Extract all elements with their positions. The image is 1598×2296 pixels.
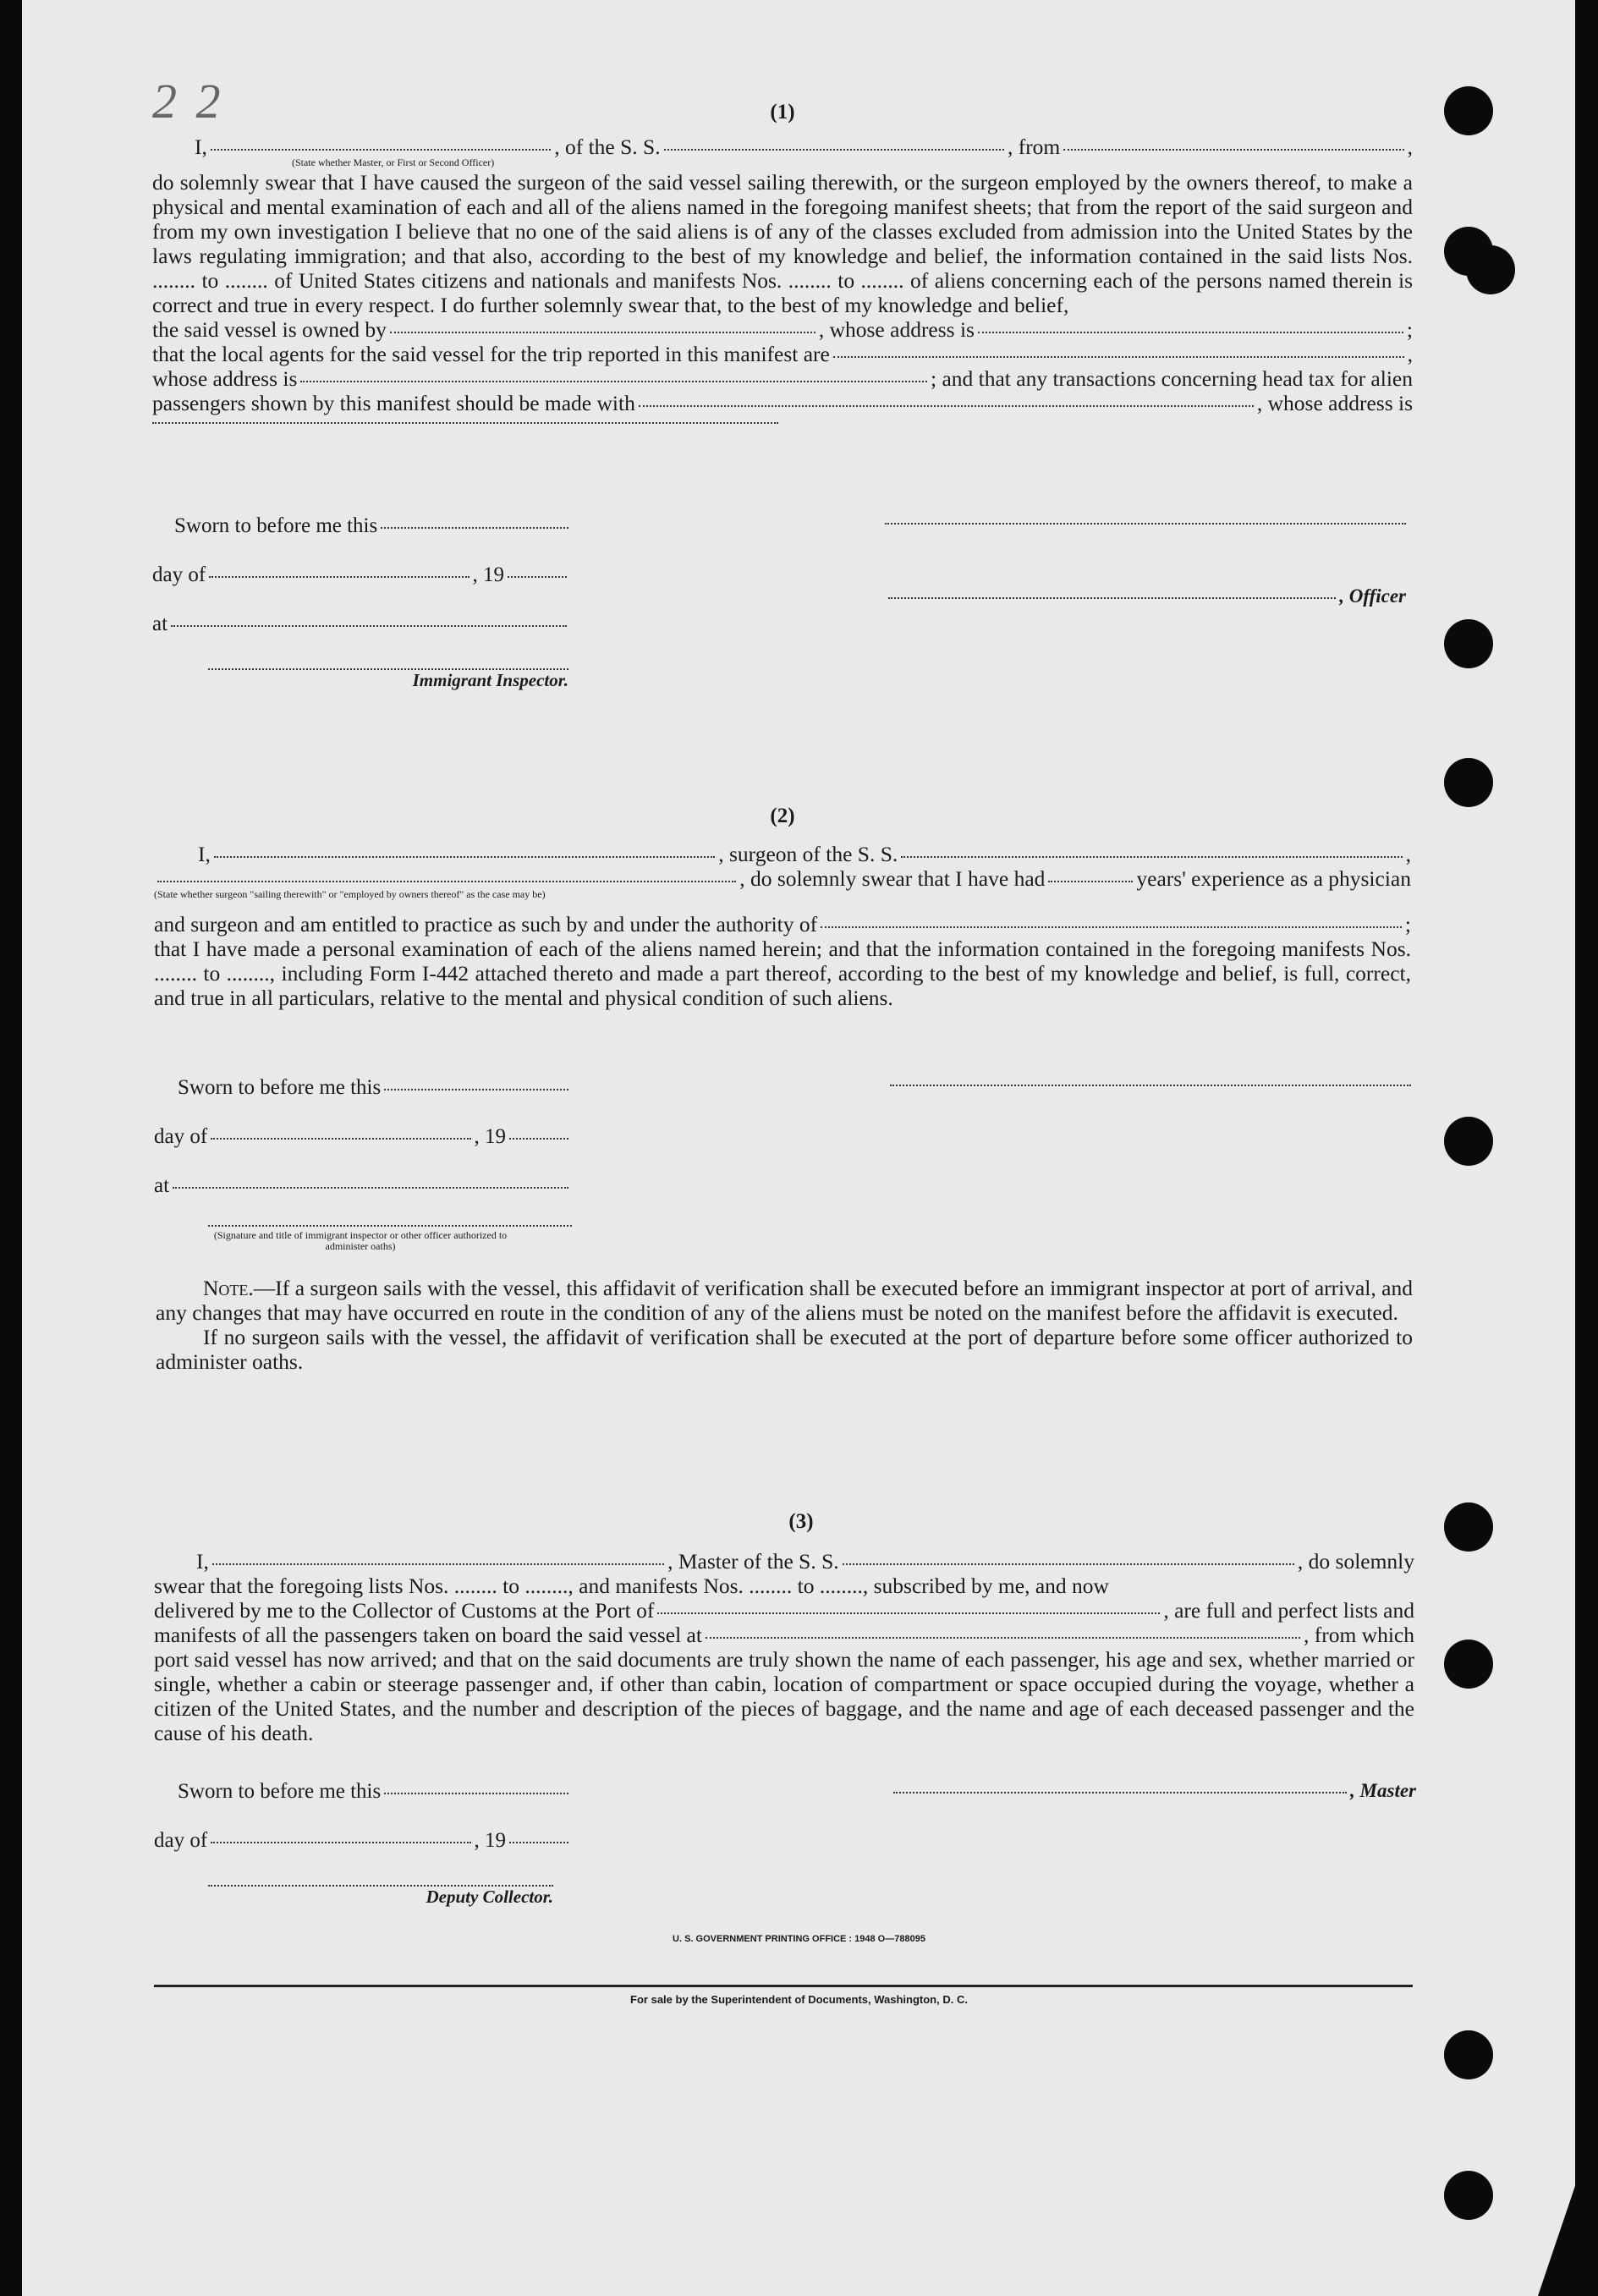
- section-1: [152, 100, 1413, 424]
- divider: [154, 1985, 1413, 1987]
- blank-surgeon[interactable]: [214, 856, 715, 858]
- blank-vessel[interactable]: [901, 856, 1402, 858]
- day-of-line: day of , 19: [154, 1125, 572, 1149]
- section3-line1: I, , Master of the S. S. , do solemnly: [196, 1549, 1415, 1574]
- blank-month[interactable]: [211, 1842, 470, 1843]
- blank-boarding-port[interactable]: [706, 1637, 1300, 1639]
- blank-sworn-date[interactable]: [381, 527, 568, 529]
- blank-head-tax-address[interactable]: [152, 422, 778, 424]
- field-caption: (State whether surgeon "sailing therewith" or "employed by owners thereof" as the case may be): [154, 888, 546, 900]
- handwritten-note: 2 2: [152, 74, 224, 129]
- blank-officer-name[interactable]: [885, 523, 1406, 525]
- note-label: Note.: [203, 1276, 254, 1300]
- blank-year[interactable]: [509, 1842, 568, 1843]
- blank-owner[interactable]: [390, 332, 815, 333]
- blank-years[interactable]: [1048, 881, 1133, 882]
- blank-port[interactable]: [657, 1612, 1160, 1614]
- section-3: [154, 1509, 1414, 1745]
- blank-owner-address[interactable]: [978, 332, 1403, 333]
- blank-authority[interactable]: [821, 926, 1402, 928]
- section-number: (3): [788, 1510, 814, 1533]
- field-caption: (State whether Master, or First or Second Officer): [292, 157, 495, 168]
- sale-notice: For sale by the Superintendent of Documents, Washington, D. C.: [630, 1993, 968, 2006]
- section2-line1: I, , surgeon of the S. S. ,: [198, 842, 1411, 866]
- blank-master[interactable]: [212, 1563, 664, 1565]
- inspector-signature: (Signature and title of immigrant inspector or other officer authorized to administer oaths): [208, 1225, 572, 1252]
- sworn-line: Sworn to before me this: [178, 1780, 572, 1804]
- note-text-2: If no surgeon sails with the vessel, the affidavit of verification shall be executed at the port of departure before some officer authorized to administer oaths.: [156, 1325, 1413, 1374]
- blank-sworn-date[interactable]: [384, 1089, 568, 1090]
- oath-text: port said vessel has now arrived; and that on the said documents are truly shown the name of each passenger, his age and sex, whether married or single, whether a cabin or steerage passenger and, if other than cabin, location of compartment or space occupied during the voyage, whether a citizen of the United States, and the number and description of the pieces of baggage, and the name and age of each deceased passenger and the cause of his death.: [154, 1647, 1414, 1745]
- blank-agent-address[interactable]: [300, 381, 927, 382]
- owned-by-line: the said vessel is owned by , whose address is ;: [152, 317, 1413, 342]
- section-2: [154, 804, 1411, 1010]
- section-number: (2): [770, 805, 795, 827]
- blank-sworn-date[interactable]: [384, 1793, 568, 1794]
- blank-month[interactable]: [209, 576, 469, 578]
- oath-text: do solemnly swear that I have caused the surgeon of the said vessel sailing therewith, or the surgeon employed by the owners thereof, to make a physical and mental examination of each and all of the aliens named in the foregoing manifest sheets; that from the report of the said surgeon and from my own investigation I believe that no one of the said aliens is of any of the classes excluded from admission into the United States by the laws regulating immigration; and that also, according to the best of my knowledge and belief, the information contained in the said lists Nos. ........ to ........ of United States citizens and nationals and manifests Nos. ........ to ........ of aliens concerning each of the persons named therein is correct and true in every respect. I do further solemnly swear that, to the best of my knowledge and belief,: [152, 170, 1413, 317]
- section2-line2: , do solemnly swear that I have had years' experience as a physician: [154, 866, 1411, 891]
- sworn-line: Sworn to before me this: [178, 1076, 572, 1100]
- blank-from[interactable]: [1063, 149, 1403, 151]
- blank-month[interactable]: [211, 1138, 470, 1140]
- master-signature: , Master: [890, 1780, 1416, 1802]
- oath-text: that I have made a personal examination of each of the aliens named herein; and that the information contained in the foregoing manifests Nos. ........ to ........, including Form I-442 attached thereto and made a part thereof, according to the best of my knowledge and belief, is full, correct, and true in all particulars, relative to the mental and physical condition of such aliens.: [154, 937, 1411, 1010]
- blank-year[interactable]: [509, 1138, 568, 1140]
- passengers-line: passengers shown by this manifest should be made with , whose address is: [152, 391, 1413, 415]
- printing-office-line: U. S. GOVERNMENT PRINTING OFFICE : 1948 O—788095: [673, 1934, 925, 1944]
- note: [156, 1276, 1413, 1374]
- blank-officer-signature[interactable]: [888, 597, 1336, 599]
- blank-year[interactable]: [508, 576, 567, 578]
- blank-vessel[interactable]: [843, 1563, 1294, 1565]
- day-of-line: day of , 19: [152, 563, 570, 587]
- blank-surgeon-signature[interactable]: [890, 1085, 1411, 1086]
- agents-line: that the local agents for the said vessel for the trip reported in this manifest are ,: [152, 342, 1413, 366]
- blank-surgeon-status[interactable]: [157, 881, 736, 882]
- oath-text: swear that the foregoing lists Nos. ........ to ........, and manifests Nos. ........ to ........, subscribed by me, and now: [154, 1574, 1109, 1598]
- sworn-line: Sworn to before me this: [174, 514, 572, 538]
- at-line: at: [154, 1174, 572, 1198]
- boarding-line: manifests of all the passengers taken on board the said vessel at , from which: [154, 1623, 1414, 1647]
- authority-line: and surgeon and am entitled to practice as such by and under the authority of ;: [154, 912, 1411, 937]
- section-number: (1): [770, 101, 795, 124]
- port-line: delivered by me to the Collector of Customs at the Port of , are full and perfect lists and: [154, 1598, 1414, 1623]
- blank-officer[interactable]: [211, 149, 551, 151]
- blank-master-signature[interactable]: [893, 1792, 1347, 1793]
- at-line: at: [152, 612, 570, 636]
- day-of-line: day of , 19: [154, 1829, 572, 1853]
- blank-head-tax[interactable]: [639, 405, 1254, 407]
- section1-line1: I, , of the S. S. , from ,: [195, 135, 1413, 159]
- note-text: —If a surgeon sails with the vessel, this affidavit of verification shall be executed before an immigrant inspector at port of arrival, and any changes that may have occurred en route in the condition of any of the aliens must be noted on the manifest before the affidavit is executed.: [156, 1276, 1413, 1325]
- blank-agents[interactable]: [833, 356, 1404, 358]
- inspector-signature: Immigrant Inspector.: [208, 668, 568, 691]
- blank-vessel[interactable]: [664, 149, 1004, 151]
- blank-inspector-signature[interactable]: [208, 1225, 572, 1227]
- officer-signature: , Officer: [885, 585, 1406, 607]
- blank-place[interactable]: [171, 625, 567, 627]
- address-line: whose address is ; and that any transactions concerning head tax for alien: [152, 366, 1413, 391]
- blank-place[interactable]: [173, 1187, 568, 1189]
- deputy-signature: Deputy Collector.: [208, 1885, 553, 1908]
